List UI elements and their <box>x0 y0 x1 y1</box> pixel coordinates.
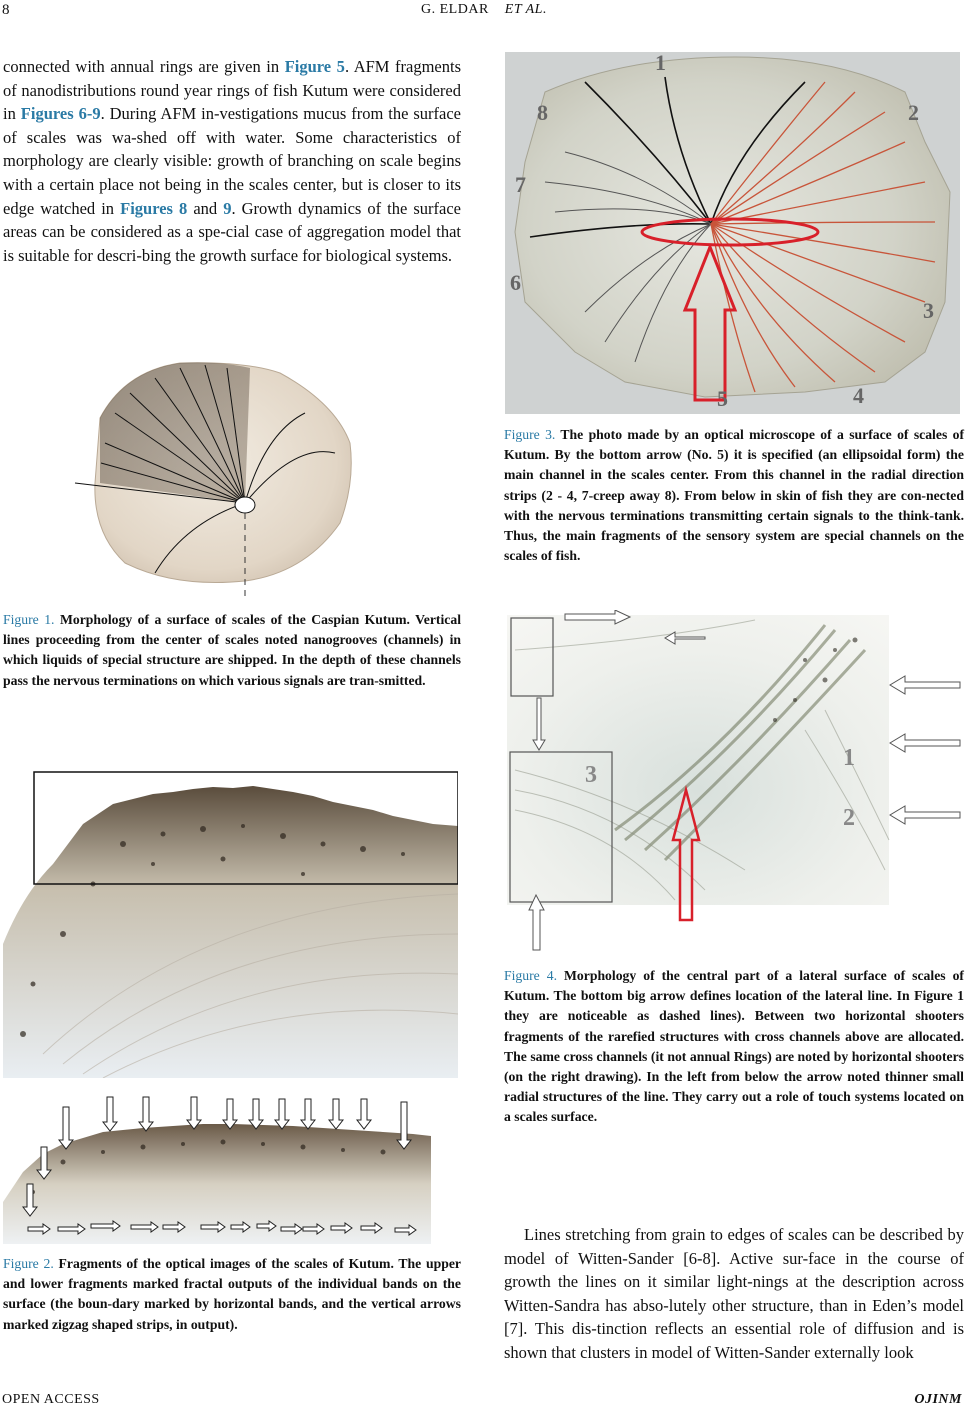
fig3-label-7: 7 <box>515 172 526 197</box>
figure-3-label: Figure 3. <box>504 427 556 442</box>
figure-4-caption <box>504 966 964 1128</box>
figure-2-caption-text: Fragments of the optical images of the scales of Kutum. The upper and lower fragments marked fractal outputs of the individual bands on the surface (the boun-dary marked by horizontal bands, and the vertical arrows marked zigzag shaped strips, in output). <box>3 1256 461 1332</box>
figure-3-image <box>505 52 960 414</box>
figure-5-link[interactable]: Figure 5 <box>284 57 345 76</box>
intro-paragraph <box>3 55 461 267</box>
intro-text-4: and <box>187 198 224 218</box>
footer-open-access: OPEN ACCESS <box>2 1392 100 1407</box>
fig3-label-3: 3 <box>923 298 934 323</box>
fig4-label-1: 1 <box>843 745 855 771</box>
fig3-label-1: 1 <box>655 52 666 75</box>
figure-2-label: Figure 2. <box>3 1256 54 1271</box>
footer-journal: OJINM <box>914 1392 962 1407</box>
intro-text-5: . Growth dynamics of the surface areas can be considered as a spe-cial case of aggregation model that is suitable for descri-bing the growth surface for biological systems. <box>3 198 461 265</box>
figure-1-caption <box>3 610 461 691</box>
running-header <box>0 2 968 18</box>
figure-1-caption-text: Morphology of a surface of scales of the Caspian Kutum. Vertical lines proceeding from the center of scales noted nanogrooves (channels) in which liquids of special structure are shipped. In the depth of these channels pass the nervous terminations on which various signals are tran-smitted. <box>3 612 461 688</box>
header-authors: G. ELDAR <box>421 2 489 17</box>
closing-paragraph: Lines stretching from grain to edges of scales can be described by model of Witten-Sander [6-8]. Active sur-face in the course of growth the lines on it similar light-nings at the description across Witten-Sandra has abso-lutely other structure, than in Eden’s model [7]. This dis-tinction reflects an essential role of diffusion and is shown that clusters in model of Witten-Sander externally look <box>504 1225 964 1362</box>
fig4-label-2: 2 <box>843 805 855 831</box>
figure-4-label: Figure 4. <box>504 968 557 983</box>
fig4-label-3: 3 <box>585 762 597 788</box>
intro-text-3: . During AFM in-vestigations mucus from the surface of scales was wa-shed off with water. Some characteristics of morphology are clearly visible: growth of branching on scale begins with a certain place not being in the scales center, but is closer to its edge watched in <box>3 104 461 218</box>
fig3-label-8: 8 <box>537 100 548 125</box>
figure-1-image <box>5 333 459 597</box>
figure-2-upper-image <box>3 754 458 1078</box>
fig3-label-5: 5 <box>717 386 728 411</box>
figure-3-caption-text: The photo made by an optical microscope of a surface of scales of Kutum. By the bottom arrow (No. 5) it is specified (an ellipsoidal form) the main channel in the scales center. From this channel in the radial direction strips (2 - 4, 7-creep away 8). From below in skin of fish they are con-nected with the nervous terminations transmitting certain signals to the think-tank. Thus, the main fragments of the sensory system are special channels on the scales of fish. <box>504 427 964 564</box>
figure-1-label: Figure 1. <box>3 612 55 627</box>
figure-4-caption-text: Morphology of the central part of a lateral surface of scales of Kutum. The bottom big arrow defines location of the lateral line. In Figure 1 they are noticeable as dashed lines). Between two horizontal shooters fragments of the rarefied structures with cross channels above are allocated. The same cross channels (it not annual Rings) are noted by horizontal shooters (on the right drawing). In the left from below the arrow noted thinner small radial structures of the line. They carry out a role of touch systems located on a scales surface. <box>504 968 964 1125</box>
header-et-al: ET AL. <box>504 2 547 17</box>
intro-text-1: connected with annual rings are given in <box>3 57 285 76</box>
fig3-label-6: 6 <box>510 270 521 295</box>
page-number: 8 <box>2 2 10 18</box>
fig3-label-4: 4 <box>853 383 864 408</box>
figure-9-link[interactable]: 9 <box>223 198 232 218</box>
figure-2-lower-image <box>3 1092 431 1244</box>
figures-6-9-link[interactable]: Figures 6-9 <box>20 104 101 124</box>
figure-2-caption <box>3 1254 461 1335</box>
fig3-label-2: 2 <box>908 100 919 125</box>
intro-text-2: . AFM fragments of nanodistributions round year rings of fish Kutum were considered in <box>3 57 461 124</box>
figure-3-caption <box>504 425 964 566</box>
figure-8-link[interactable]: Figures 8 <box>120 198 188 218</box>
figure-4-image <box>505 610 965 955</box>
